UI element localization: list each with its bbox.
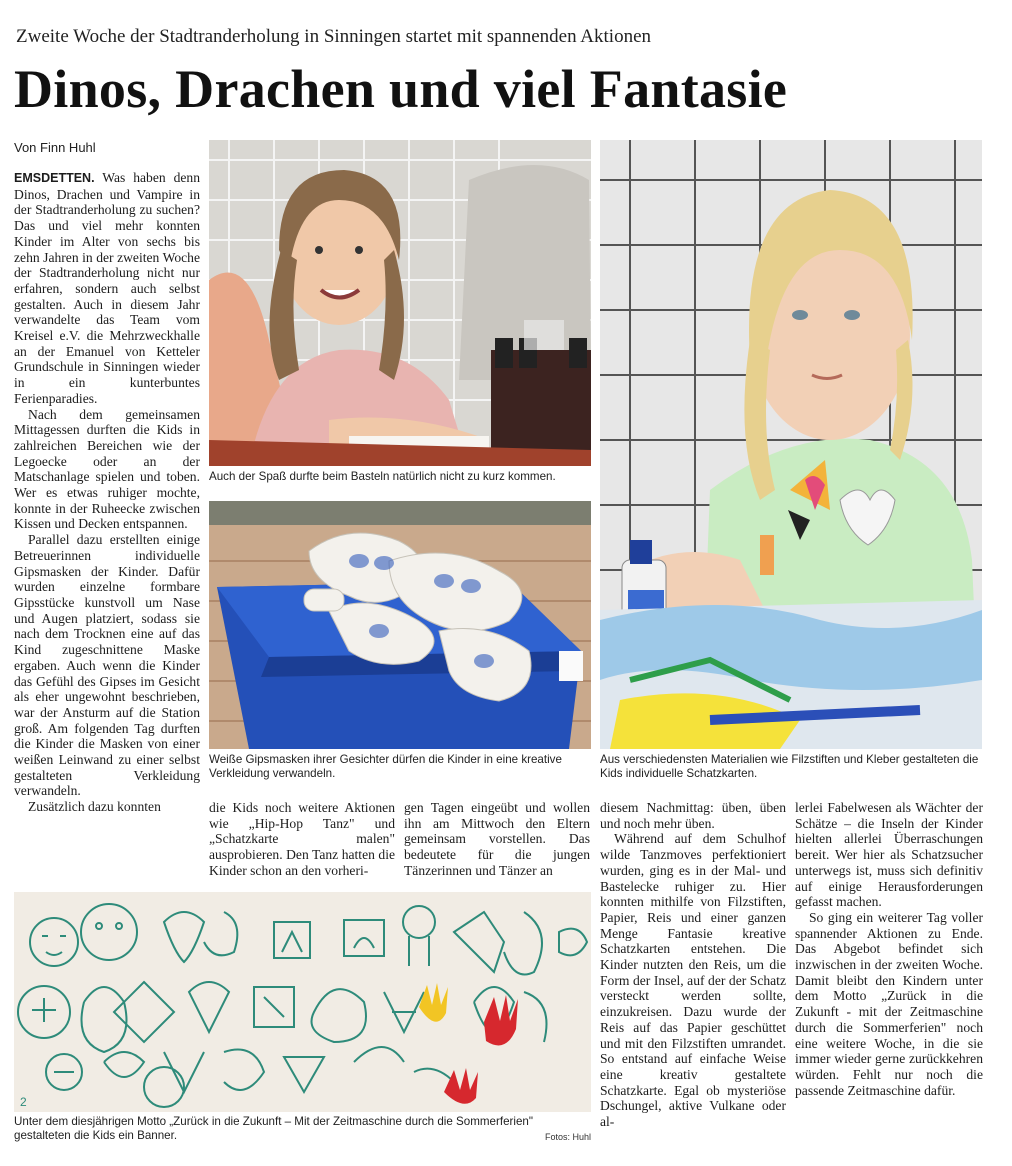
paragraph: Zusätzlich dazu konnten: [28, 799, 161, 815]
photo-plaster-masks: [209, 501, 591, 749]
article-dateline: EMSDETTEN.: [14, 171, 95, 185]
paragraph: Parallel dazu erstellten einige Betreuerinnen individuelle Gipsmasken der Kinder. Dafür wurden einzelne formbare Gipsstücke kunstvoll um Nase und Augen platziert, sodass sie nach dem Trocknen eine auf das Kind zugeschnittene Maske ergaben. Auch wenn die Kinder das Gefühl des Gipses im Gesicht als eher ungewohnt beschrieben, war der Ansturm auf die Station groß. Am folgenden Tag durften die Kinder die Masken von einer weißen Leinwand zu einer selbst gestalteten Verkleidung verwandeln.: [14, 532, 200, 799]
article-column-3: [404, 800, 590, 879]
paragraph: gen Tagen eingeübt und wollen ihn am Mittwoch den Eltern gemeinsam vorstellen. Das bedeutete für die jungen Tänzerinnen und Tänzer an: [404, 800, 590, 878]
article-byline: Von Finn Huhl: [14, 140, 96, 155]
photo-caption: Aus verschiedensten Materialien wie Filzstiften und Kleber gestalteten die Kids individuelle Schatzkarten.: [600, 753, 979, 780]
photo-caption: Weiße Gipsmasken ihrer Gesichter dürfen die Kinder in eine kreative Verkleidung verwandeln.: [209, 753, 562, 780]
photo-kids-banner: [14, 892, 591, 1112]
photo-girl-treasure-map: [600, 140, 982, 749]
photo-caption: Auch der Spaß durfte beim Basteln natürlich nicht zu kurz kommen.: [209, 470, 556, 483]
paragraph: diesem Nachmittag: üben, üben und noch mehr üben.: [600, 800, 786, 831]
paragraph: die Kids noch weitere Aktionen wie „Hip-Hop Tanz" und „Schatzkarte malen" ausprobieren. Den Tanz hatten die Kinder schon an den vorheri-: [209, 800, 395, 878]
article-column-4: [600, 800, 786, 1130]
photo-credit: Fotos: Huhl: [544, 1132, 591, 1142]
paragraph: Was haben denn Dinos, Drachen und Vampire in der Stadtranderholung zu suchen? Das und viel mehr konnten Kinder im Alter von sechs bis zehn Jahren in der zweiten Woche der Stadtranderholung nicht nur erfahren, sondern auch selbst gestalten. Auch in diesem Jahr verwandelte das Team vom Kreisel e.V. die Mehrzweckhalle an der Emanuel von Ketteler Grundschule in Sinningen wieder in ein kunterbuntes Ferienparadies.: [14, 170, 200, 406]
article-headline: Dinos, Drachen und viel Fantasie: [14, 59, 788, 119]
article-kicker: Zweite Woche der Stadtranderholung in Sinningen startet mit spannenden Aktionen: [16, 26, 652, 47]
paragraph: So ging ein weiterer Tag voller spannender Aktionen zu Ende. Das Abgebot befindet sich inzwischen in der zweiten Woche. Damit bleibt den Kindern unter dem Motto „Zurück in die Zukunft - mit der Zeitmaschine durch die Sommerferien" noch eine weitere Woche, in die sie immer wieder gerne zurückkehren würden. Fehlt nur noch die passende Zeitmaschine dafür.: [795, 909, 983, 1098]
paragraph: lerlei Fabelwesen als Wächter der Schätze – die Inseln der Kinder hielten allerlei Überraschungen bereit. Wer hier als Schatzsucher unterwegs ist, muss sich definitiv auf einige Herausforderungen gefasst machen.: [795, 800, 983, 910]
banner-caption: Unter dem diesjährigen Motto „Zurück in die Zukunft – Mit der Zeitmaschine durch die Sommerferien" gestalteten die Kids ein Banner.: [14, 1115, 533, 1142]
paragraph: Nach dem gemeinsamen Mittagessen durften die Kids in zahlreichen Bereichen wie der Legoecke oder an der Matschanlage spielen und toben. Wer es etwas ruhiger mochte, konnte in der Ruheecke zwischen Kissen und Decken entspannen.: [14, 406, 200, 532]
photo-girl-crafting: [209, 140, 591, 466]
article-column-5: [795, 800, 983, 1098]
paragraph: Während auf dem Schulhof wilde Tanzmoves perfektioniert wurden, ging es in der Mal- und Bastelecke ruhiger zu. Hier konnten mithilfe von Filzstiften, Papier, Reis und einer ganzen Menge Fantasie kreative Schatzkarten entstehen. Die Kinder nutzten den Reis, um die Form der Insel, auf der der Schatz versteckt werden sollte, einzukreisen. Dazu wurde der Reis auf das Papier geschüttet und mit den Filzstiften umrandet. So entstand auf einfache Weise eine kreativ gestaltete Schatzkarte. Egal ob mysteriöse Dschungel, aktive Vulkane oder al-: [600, 831, 786, 1130]
banner-doodle-text: 2: [20, 1095, 27, 1109]
article-column-2: [209, 800, 395, 879]
article-column-1: [14, 170, 200, 815]
